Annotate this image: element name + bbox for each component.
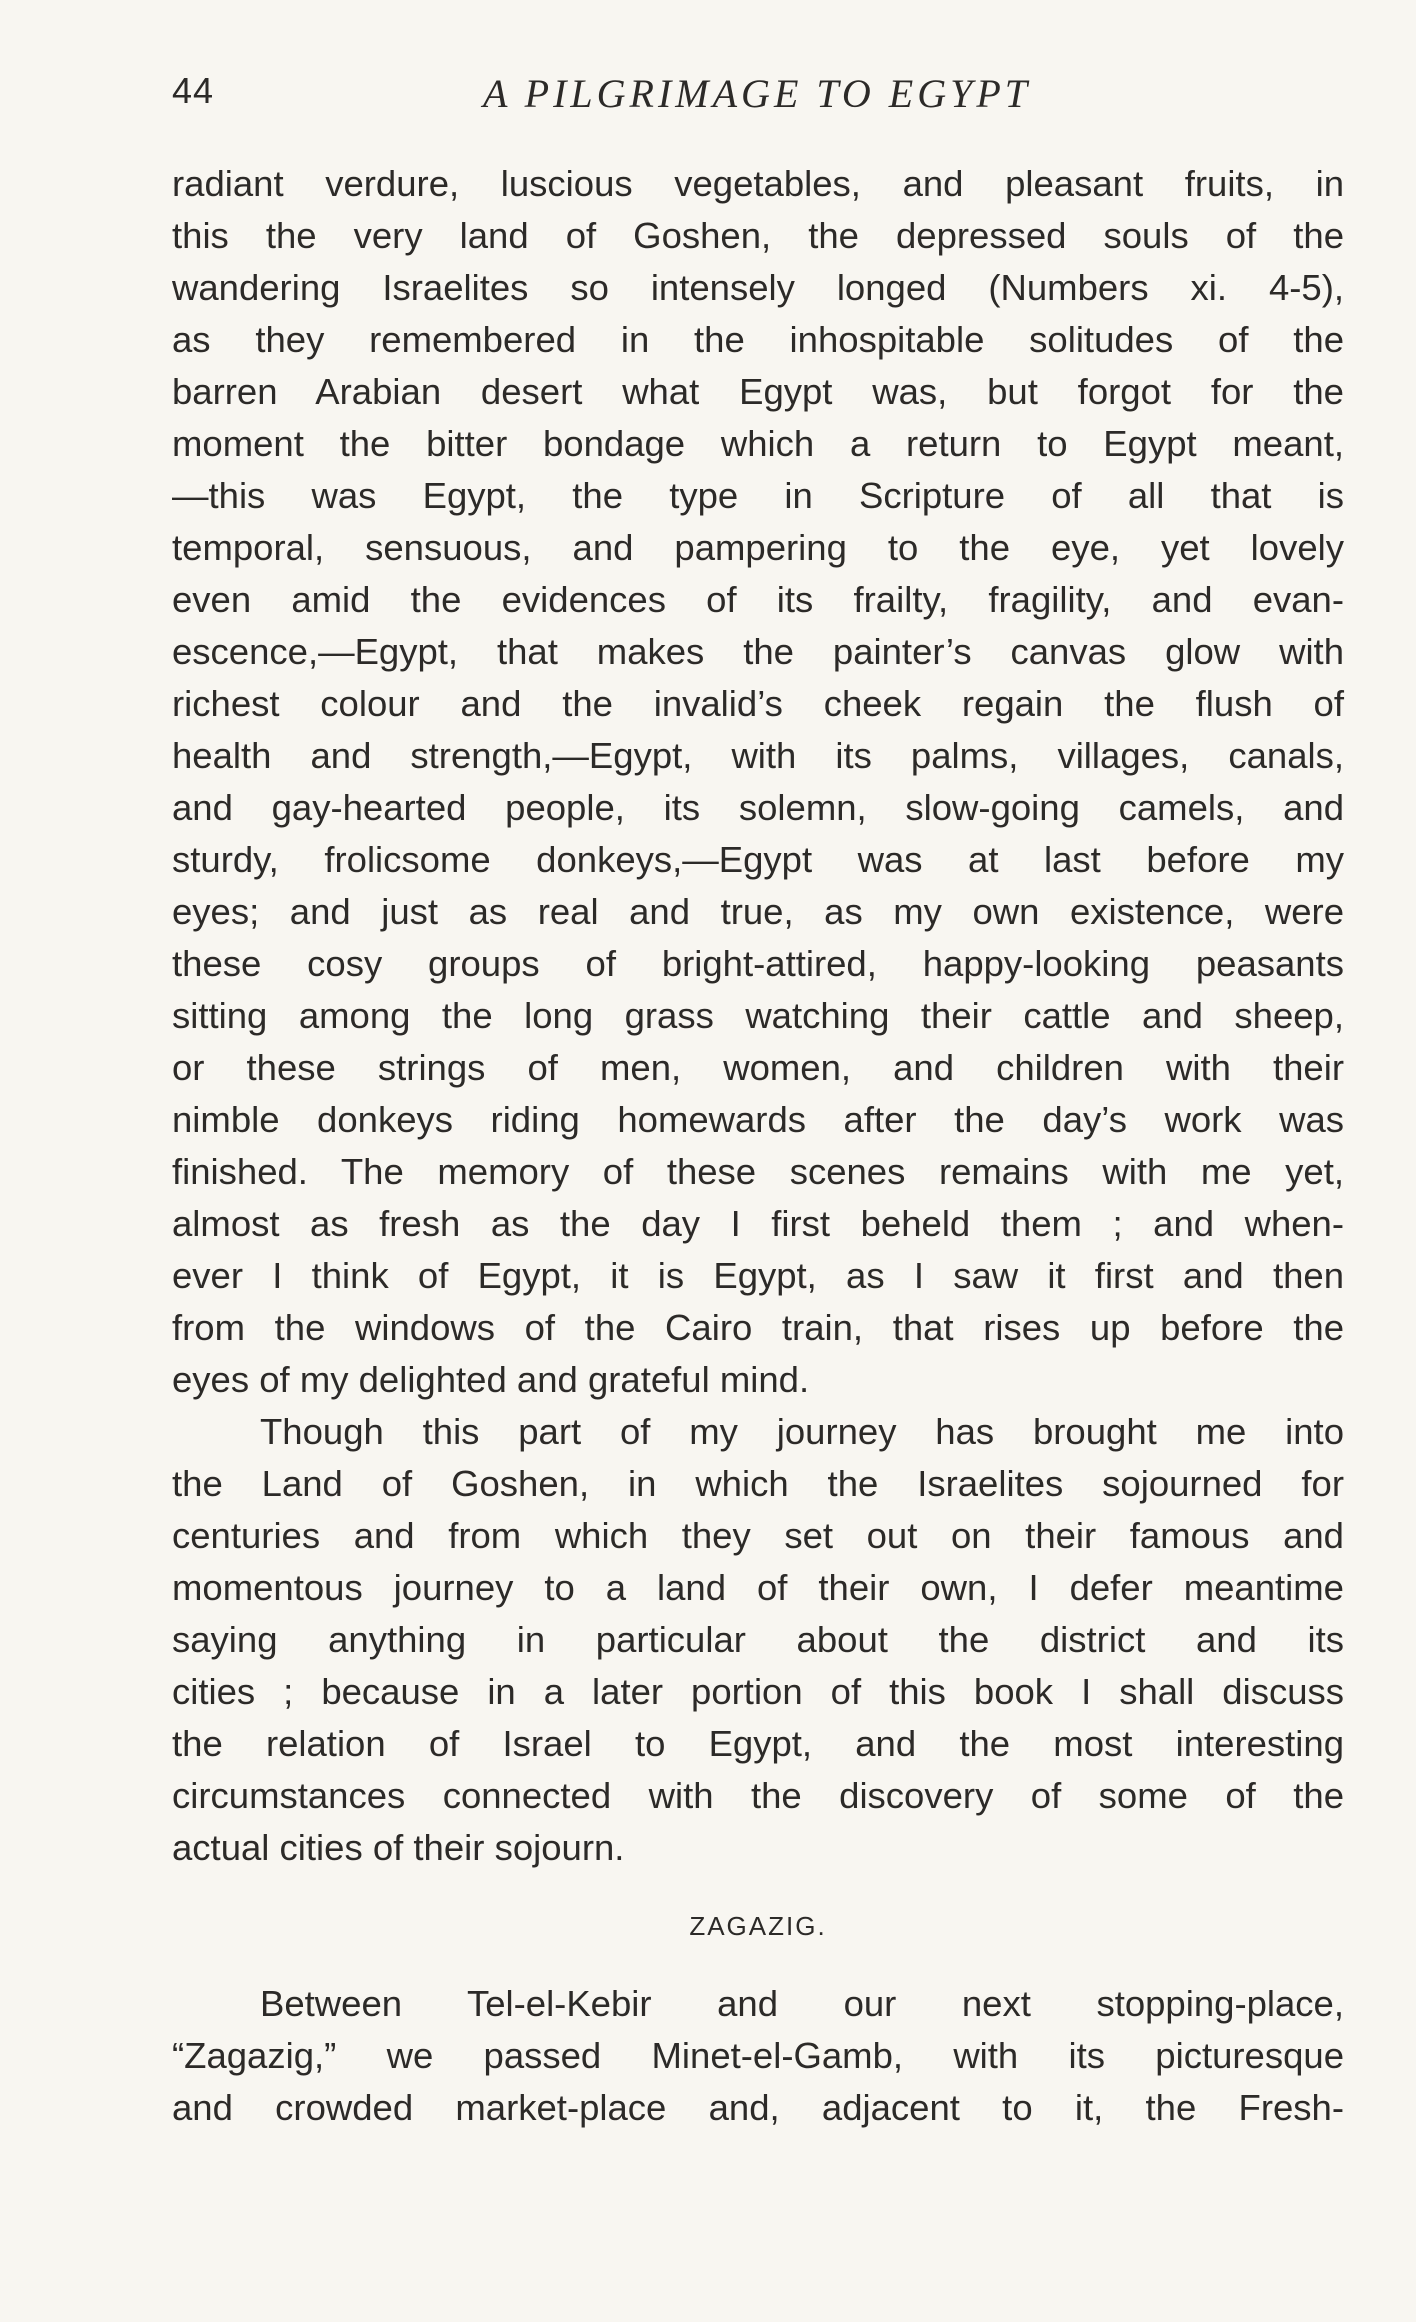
text-line: finished. The memory of these scenes remains with me yet, [172,1151,1344,1192]
text-line: the Land of Goshen, in which the Israelites sojourned for [172,1463,1344,1504]
paragraph [172,158,1344,1406]
text-line: sitting among the long grass watching their cattle and sheep, [172,995,1344,1036]
text-line: these cosy groups of bright-attired, happy-looking peasants [172,943,1344,984]
page-number: 44 [172,70,215,111]
text-line: this the very land of Goshen, the depressed souls of the [172,215,1344,256]
running-title: A PILGRIMAGE TO EGYPT [482,71,1032,116]
text-line: as they remembered in the inhospitable solitudes of the [172,319,1344,360]
text-line: eyes of my delighted and grateful mind. [172,1359,810,1400]
text-line: barren Arabian desert what Egypt was, but forgot for the [172,371,1344,412]
text-line: nimble donkeys riding homewards after the day’s work was [172,1099,1344,1140]
text-line: —this was Egypt, the type in Scripture of all that is [172,475,1344,516]
text-line: Though this part of my journey has brought me into [260,1411,1344,1452]
section-heading: ZAGAZIG. [689,1911,827,1941]
text-line: radiant verdure, luscious vegetables, and pleasant fruits, in [172,163,1344,204]
text-line: sturdy, frolicsome donkeys,—Egypt was at last before my [172,839,1344,880]
text-line: and gay-hearted people, its solemn, slow-going camels, and [172,787,1344,828]
text-line: temporal, sensuous, and pampering to the eye, yet lovely [172,527,1344,568]
text-line: almost as fresh as the day I first beheld them ; and when- [172,1203,1344,1244]
text-line: cities ; because in a later portion of this book I shall discuss [172,1671,1344,1712]
text-line: from the windows of the Cairo train, that rises up before the [172,1307,1344,1348]
text-line: the relation of Israel to Egypt, and the most interesting [172,1723,1344,1764]
text-line: richest colour and the invalid’s cheek regain the flush of [172,683,1344,724]
text-line: wandering Israelites so intensely longed (Numbers xi. 4-5), [172,267,1344,308]
text-line: moment the bitter bondage which a return to Egypt meant, [172,423,1344,464]
text-line: even amid the evidences of its frailty, fragility, and evan- [172,579,1344,620]
text-line: Between Tel-el-Kebir and our next stopping-place, [260,1983,1344,2024]
text-line: circumstances connected with the discovery of some of the [172,1775,1344,1816]
text-line: health and strength,—Egypt, with its palms, villages, canals, [172,735,1344,776]
body-text [172,158,1344,2134]
paragraph [172,1978,1344,2134]
text-line: momentous journey to a land of their own, I defer meantime [172,1567,1344,1608]
text-line: eyes; and just as real and true, as my own existence, were [172,891,1344,932]
text-line: actual cities of their sojourn. [172,1827,625,1868]
page-header [172,70,1344,120]
text-line: or these strings of men, women, and children with their [172,1047,1344,1088]
paragraph [172,1406,1344,1874]
text-line: and crowded market-place and, adjacent to it, the Fresh- [172,2087,1344,2128]
text-line: saying anything in particular about the district and its [172,1619,1344,1660]
text-line: escence,—Egypt, that makes the painter’s canvas glow with [172,631,1344,672]
text-line: “Zagazig,” we passed Minet-el-Gamb, with its picturesque [172,2035,1344,2076]
text-line: centuries and from which they set out on their famous and [172,1515,1344,1556]
text-line: ever I think of Egypt, it is Egypt, as I saw it first and then [172,1255,1344,1296]
